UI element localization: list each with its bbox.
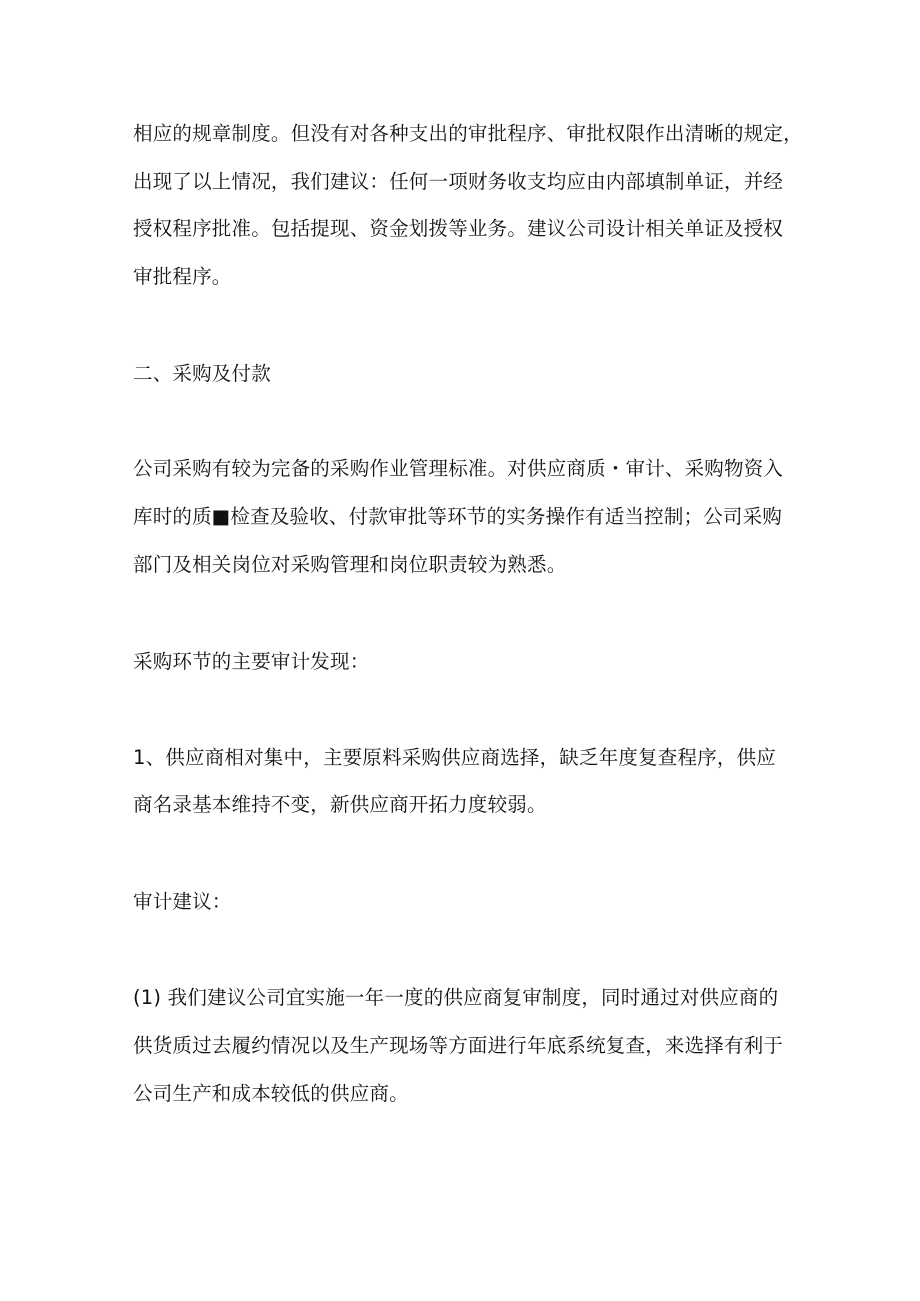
text-line: 出现了以上情况，我们建议：任何一项财务收支均应由内部填制单证，并经 xyxy=(133,170,784,193)
text-line: 商名录基本维持不变，新供应商开拓力度较弱。 xyxy=(133,793,547,816)
suggestion-heading: 审计建议： xyxy=(133,890,232,913)
text-line: 审批程序。 xyxy=(133,265,232,288)
findings-heading: 采购环节的主要审计发现： xyxy=(133,650,370,673)
text-line: 公司生产和成本较低的供应商。 xyxy=(133,1082,409,1105)
text-line: 库时的质■检查及验收、付款审批等环节的实务操作有适当控制；公司采购 xyxy=(133,505,783,528)
text-line: 1、供应商相对集中，主要原料采购供应商选择，缺乏年度复查程序，供应 xyxy=(133,746,777,769)
text-line: (1) 我们建议公司宜实施一年一度的供应商复审制度，同时通过对供应商的 xyxy=(133,986,779,1009)
text-line: 相应的规章制度。但没有对各种支出的审批程序、审批权限作出清晰的规定， xyxy=(133,122,803,145)
text-line: 授权程序批准。包括提现、资金划拨等业务。建议公司设计相关单证及授权 xyxy=(133,217,784,240)
section-heading-procurement: 二、采购及付款 xyxy=(133,362,271,385)
text-line: 部门及相关岗位对采购管理和岗位职责较为熟悉。 xyxy=(133,553,567,576)
text-line: 供货质过去履约情况以及生产现场等方面进行年底系统复查，来选择有利于 xyxy=(133,1034,784,1057)
text-line: 公司采购有较为完备的采购作业管理标准。对供应商质・审计、采购物资入 xyxy=(133,457,784,480)
